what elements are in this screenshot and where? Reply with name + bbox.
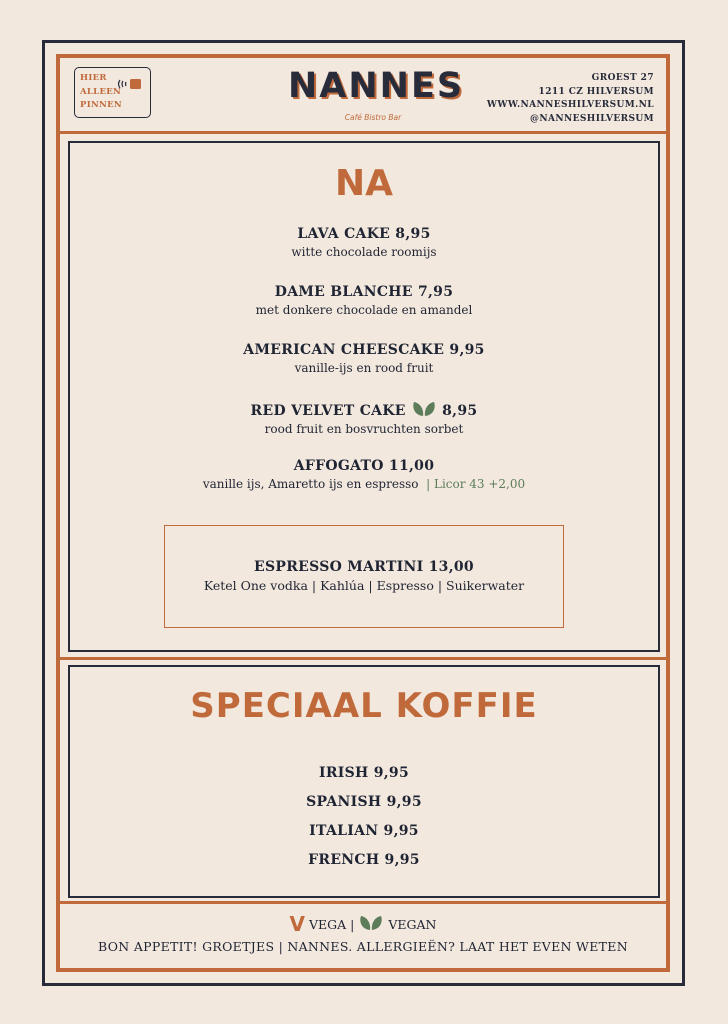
pin-only-badge	[74, 67, 151, 118]
item-name: AMERICAN CHEESCAKE 9,95	[243, 342, 485, 358]
koffie-item: FRENCH 9,95	[308, 852, 420, 868]
vega-symbol: V	[289, 912, 306, 936]
address-block	[487, 72, 654, 126]
contactless-card-icon	[117, 76, 145, 92]
koffie-item: ITALIAN 9,95	[309, 823, 419, 839]
menu-item	[68, 284, 660, 317]
item-name: DAME BLANCHE 7,95	[274, 284, 454, 300]
item-price: 8,95	[442, 403, 478, 419]
item-name-text: RED VELVET CAKE	[250, 403, 406, 419]
featured-name: ESPRESSO MARTINI 13,00	[254, 559, 474, 575]
ingredient: Ketel One vodka	[203, 578, 308, 593]
item-name: AFFOGATO 11,00	[293, 458, 435, 474]
ingredient-separator: |	[368, 578, 377, 593]
address-street: GROEST 27	[591, 73, 654, 83]
menu-item	[68, 458, 660, 491]
item-description: met donkere chocolade en amandel	[255, 303, 473, 317]
vegan-label: VEGAN	[388, 917, 437, 932]
vega-label: VEGA	[309, 917, 347, 932]
item-description: vanille-ijs en rood fruit	[294, 361, 434, 375]
pin-badge-line: ALLEEN	[80, 86, 122, 97]
footer-note: BON APPETIT! GROETJES | NANNES. ALLERGIEËN? LAAT HET EVEN WETEN	[98, 939, 628, 954]
menu-item	[68, 400, 660, 436]
instagram-handle: @NANNESHILVERSUM	[529, 113, 654, 124]
koffie-item: IRISH 9,95	[318, 765, 410, 781]
item-description: witte chocolade roomijs	[291, 245, 437, 259]
pin-badge-line: HIER	[80, 73, 107, 83]
na-title: NA	[335, 163, 393, 204]
ingredient: Espresso	[376, 578, 434, 593]
item-extra-separator: |	[422, 477, 434, 491]
footer-divider	[56, 901, 670, 904]
item-name: LAVA CAKE 8,95	[297, 226, 431, 242]
item-description-text: vanille ijs, Amaretto ijs en espresso	[202, 477, 419, 491]
item-description	[68, 477, 660, 491]
featured-item	[68, 559, 660, 593]
ingredient: Suikerwater	[446, 578, 525, 593]
item-description: rood fruit en bosvruchten sorbet	[264, 422, 464, 436]
featured-ingredients	[68, 578, 660, 593]
item-extra: Licor 43 +2,00	[433, 477, 526, 491]
website-link[interactable]: WWW.NANNESHILVERSUM.NL	[486, 100, 654, 110]
menu-item	[68, 226, 660, 259]
pin-badge-line: PINNEN	[80, 100, 122, 110]
header-divider	[56, 131, 670, 134]
section-divider	[56, 657, 670, 660]
ingredient: Kahlúa	[320, 578, 365, 593]
ingredient-separator: |	[311, 578, 321, 593]
koffie-title: SPECIAAL KOFFIE	[190, 686, 538, 726]
legend-separator: |	[350, 917, 355, 932]
menu-item	[68, 342, 660, 375]
item-name	[68, 400, 660, 419]
address-city: 1211 CZ HILVERSUM	[538, 86, 654, 97]
koffie-item: SPANISH 9,95	[306, 794, 422, 810]
vegan-leaf-icon	[358, 914, 384, 932]
logo: NANNES	[288, 66, 465, 106]
ingredient-separator: |	[437, 578, 447, 593]
diet-legend	[56, 912, 670, 936]
vegan-leaf-icon	[411, 400, 437, 418]
logo-subtitle: Café Bistro Bar	[344, 113, 402, 122]
